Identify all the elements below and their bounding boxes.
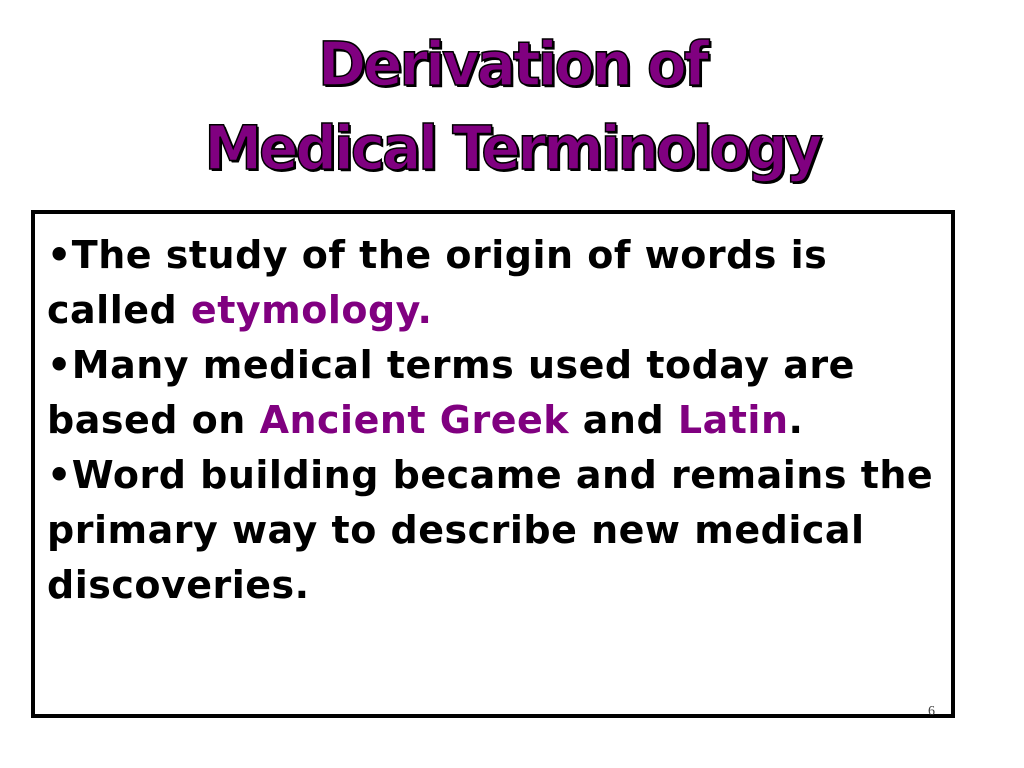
bullet-text: Many medical terms used today are based on: [47, 343, 855, 442]
bullet-text: Word building became and remains the primary way to describe new medical discoveries.: [47, 453, 934, 607]
bullet-marker: •: [47, 343, 72, 387]
content-box: [31, 210, 955, 718]
bullet-marker: •: [47, 453, 72, 497]
highlight-term: Ancient Greek: [259, 398, 570, 442]
bullet-list: [47, 228, 947, 613]
bullet-item-origins: [47, 338, 947, 448]
page-number: 6: [928, 704, 935, 719]
bullet-item-etymology: [47, 228, 947, 338]
bullet-item-word-building: [47, 448, 947, 613]
title-line-1: Derivation of: [318, 28, 706, 100]
bullet-text: .: [788, 398, 804, 442]
bullet-text: The study of the origin of words is called: [47, 233, 828, 332]
bullet-marker: •: [47, 233, 72, 277]
highlight-term: Latin: [677, 398, 789, 442]
title-line-2: Medical Terminology: [204, 112, 820, 184]
slide-title: [0, 22, 1024, 190]
bullet-text: and: [569, 398, 678, 442]
highlight-term: etymology.: [190, 288, 433, 332]
